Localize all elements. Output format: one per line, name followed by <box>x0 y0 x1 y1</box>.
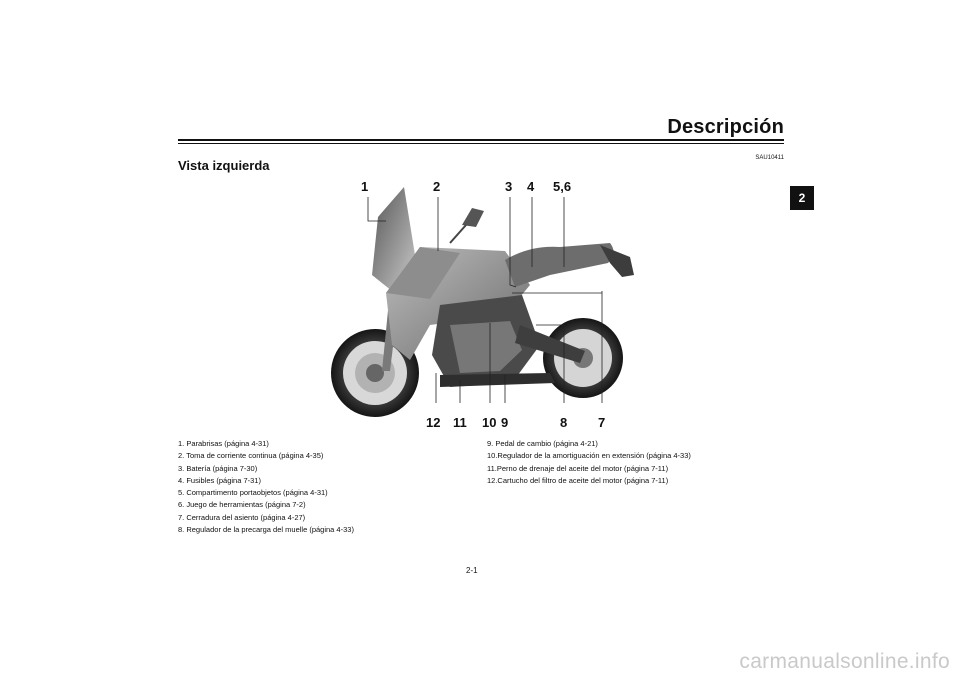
callout-7: 7 <box>598 415 606 430</box>
legend-item: 11.Perno de drenaje del aceite del motor (página 7-11) <box>487 463 669 473</box>
title-rule <box>178 139 784 141</box>
motorcycle-drawing <box>300 175 660 435</box>
motorcycle-illustration <box>300 175 660 435</box>
callout-1: 1 <box>361 179 369 194</box>
legend-item: 1. Parabrisas (página 4-31) <box>178 439 269 448</box>
callout-10: 10 <box>482 415 497 430</box>
callout-3: 3 <box>505 179 513 194</box>
legend-item: 3. Batería (página 7-30) <box>178 463 258 473</box>
callout-4: 4 <box>527 179 535 194</box>
legend-item: 4. Fusibles (página 7-31) <box>178 475 261 485</box>
chapter-tab: 2 <box>790 186 814 210</box>
callout-11: 11 <box>453 415 467 430</box>
legend-item: 9. Pedal de cambio (página 4-21) <box>487 439 598 448</box>
legend-item: 6. Juego de herramientas (página 7-2) <box>178 500 306 510</box>
page-title: Descripción <box>667 116 784 138</box>
callout-12: 12 <box>426 415 441 430</box>
legend-item: 5. Compartimento portaobjetos (página 4-31) <box>178 488 328 498</box>
title-rule-thin <box>178 143 784 144</box>
legend-item: 8. Regulador de la precarga del muelle (página 4-33) <box>178 525 354 535</box>
section-title: Vista izquierda <box>178 158 270 173</box>
watermark: carmanualsonline.info <box>739 650 950 673</box>
callout-8: 8 <box>560 415 568 430</box>
legend-item: 7. Cerradura del asiento (página 4-27) <box>178 512 306 522</box>
legend-left <box>178 438 354 536</box>
legend-item: 12.Cartucho del filtro de aceite del motor (página 7-11) <box>487 475 669 485</box>
legend-item: 2. Toma de corriente continua (página 4-35) <box>178 451 324 461</box>
legend-right <box>487 438 691 487</box>
callout-5-6: 5,6 <box>553 179 572 194</box>
legend-item: 10.Regulador de la amortiguación en extensión (página 4-33) <box>487 451 691 461</box>
page-number: 2-1 <box>466 566 478 575</box>
callout-9: 9 <box>501 415 509 430</box>
section-code: SAU10411 <box>755 155 784 161</box>
callout-2: 2 <box>433 179 441 194</box>
